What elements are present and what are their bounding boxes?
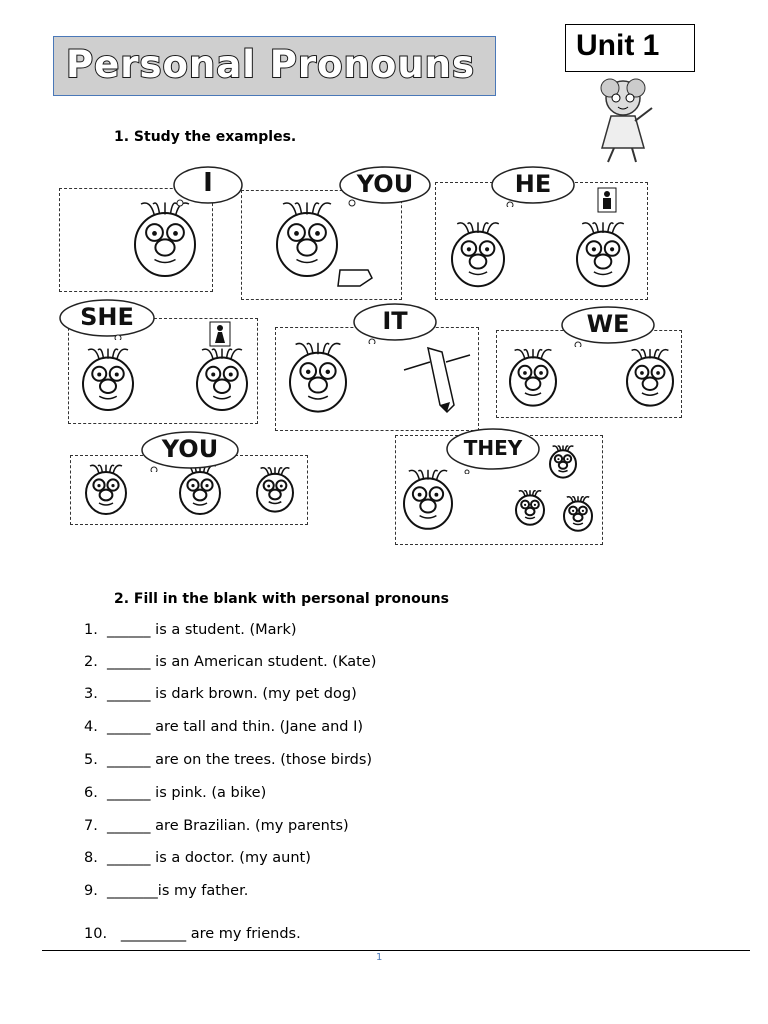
cartoon-face bbox=[83, 349, 133, 410]
pronoun-i: I bbox=[203, 168, 213, 198]
cartoon-face bbox=[277, 203, 337, 276]
bubble-i bbox=[172, 165, 244, 207]
cartoon-face bbox=[564, 497, 592, 531]
pronoun-it: IT bbox=[382, 307, 408, 335]
bubble-you bbox=[338, 165, 432, 207]
exercise-item: 6. ______ is pink. (a bike) bbox=[84, 785, 267, 801]
pencil-character bbox=[404, 348, 470, 412]
page-title: Personal Pronouns bbox=[66, 43, 476, 86]
exercise-item: 4. ______ are tall and thin. (Jane and I) bbox=[84, 719, 364, 735]
pronoun-we: WE bbox=[586, 310, 630, 338]
section2-heading: 2. Fill in the blank with personal pronouns bbox=[114, 591, 449, 607]
cartoon-face bbox=[577, 223, 629, 286]
cartoon-face bbox=[86, 465, 126, 514]
bubble-you-plural bbox=[140, 430, 240, 472]
cartoon-face bbox=[516, 491, 544, 525]
cartoon-face bbox=[135, 203, 195, 276]
page-number: 1 bbox=[376, 952, 383, 963]
bubble-she bbox=[58, 298, 156, 340]
exercise-item: 1. ______ is a student. (Mark) bbox=[84, 622, 297, 638]
bubble-he bbox=[490, 165, 576, 207]
pointing-hand bbox=[338, 270, 372, 286]
pronoun-you: YOU bbox=[356, 170, 414, 198]
boy-icon bbox=[598, 188, 616, 212]
cartoon-face bbox=[197, 349, 247, 410]
cartoon-face bbox=[404, 470, 452, 528]
bubble-it bbox=[352, 302, 438, 344]
exercise-item: 7. ______ are Brazilian. (my parents) bbox=[84, 818, 349, 834]
cartoon-face bbox=[452, 223, 504, 286]
cartoon-face bbox=[627, 350, 673, 406]
exercise-item: 5. ______ are on the trees. (those birds) bbox=[84, 752, 373, 768]
exercise-item: 2. ______ is an American student. (Kate) bbox=[84, 654, 377, 670]
girl-icon bbox=[210, 322, 230, 346]
cartoon-face bbox=[257, 468, 293, 512]
pronoun-you-plural: YOU bbox=[161, 435, 219, 463]
cartoon-face bbox=[510, 350, 556, 406]
bubble-we bbox=[560, 305, 656, 347]
footer-divider bbox=[42, 950, 750, 951]
exercise-item: 10. _________ are my friends. bbox=[84, 926, 301, 942]
pronoun-he: HE bbox=[514, 170, 552, 198]
exercise-item: 3. ______ is dark brown. (my pet dog) bbox=[84, 686, 357, 702]
exercise-item: 9. _______is my father. bbox=[84, 883, 249, 899]
cartoon-face bbox=[290, 343, 346, 411]
section1-heading: 1. Study the examples. bbox=[114, 129, 297, 145]
cartoon-face bbox=[550, 446, 576, 478]
bubble-they bbox=[445, 428, 541, 474]
cartoon-face bbox=[180, 465, 220, 514]
pronoun-they: THEY bbox=[463, 436, 523, 460]
exercise-item: 8. ______ is a doctor. (my aunt) bbox=[84, 850, 311, 866]
unit-label: Unit 1 bbox=[576, 29, 660, 62]
pronoun-she: SHE bbox=[80, 303, 134, 331]
